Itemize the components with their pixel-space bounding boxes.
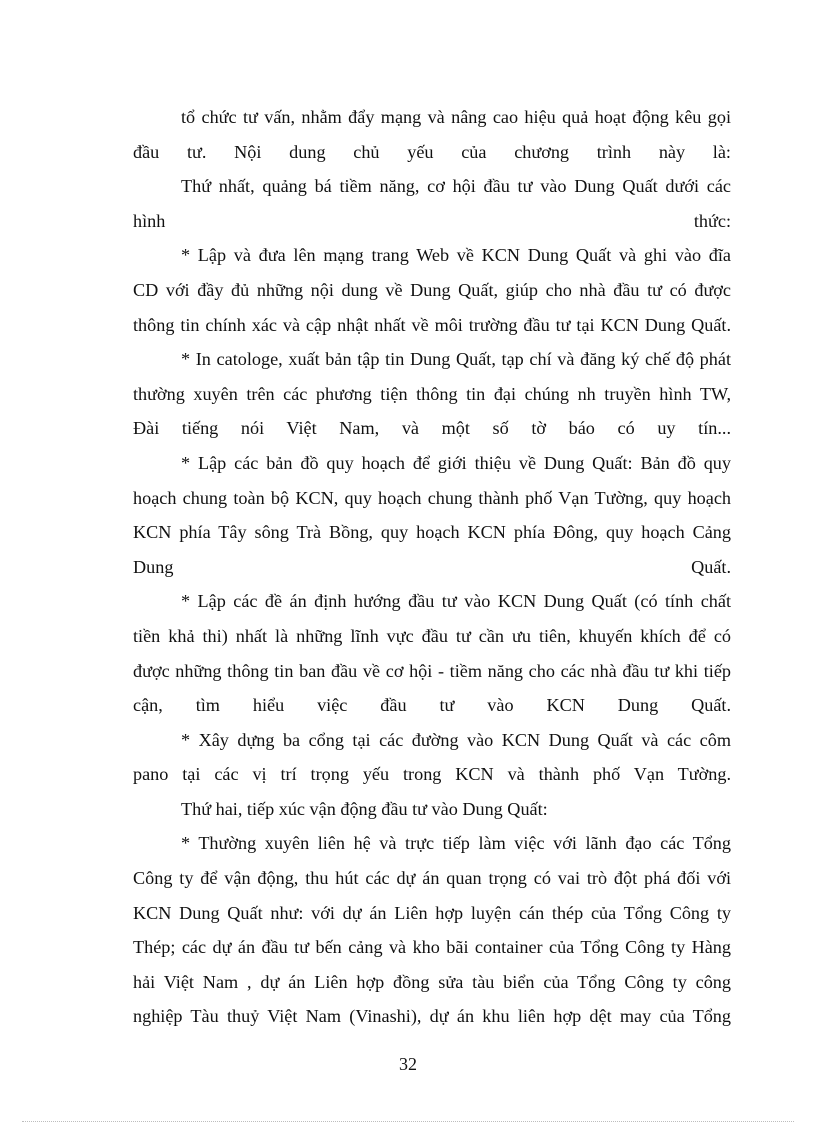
text-line: hình thức: (133, 210, 731, 231)
text-line: thông tin chính xác và cập nhật nhất về môi trường đầu tư tại KCN Dung Quất. (133, 314, 731, 335)
text-line: Thứ nhất, quảng bá tiềm năng, cơ hội đầu tư vào Dung Quất dưới các (181, 176, 731, 197)
text-line: đầu tư. Nội dung chủ yếu của chương trình này là: (133, 141, 731, 162)
page-number: 32 (399, 1054, 417, 1074)
text-line: Dung Quất. (133, 556, 731, 577)
paragraph (133, 446, 731, 584)
paragraph (133, 792, 731, 827)
text-line: * Lập các đề án định hướng đầu tư vào KCN Dung Quất (có tính chất (181, 591, 731, 612)
paragraph (133, 342, 731, 446)
text-line: được những thông tin ban đầu về cơ hội - tiềm năng cho các nhà đầu tư khi tiếp (133, 660, 731, 681)
paragraph (133, 100, 731, 169)
text-line: CD với đầy đủ những nội dung về Dung Quất, giúp cho nhà đầu tư có được (133, 279, 731, 300)
text-line: cận, tìm hiểu việc đầu tư vào KCN Dung Quất. (133, 695, 731, 716)
text-line: * Lập các bản đồ quy hoạch để giới thiệu về Dung Quất: Bản đồ quy (181, 452, 731, 473)
paragraph (133, 238, 731, 342)
text-line: thường xuyên trên các phương tiện thông tin đại chúng nh truyền hình TW, (133, 383, 731, 404)
bottom-divider (22, 1121, 794, 1122)
text-line: tiền khả thi) nhất là những lĩnh vực đầu tư cần ưu tiên, khuyến khích để có (133, 625, 731, 646)
text-line: * In catologe, xuất bản tập tin Dung Quất, tạp chí và đăng ký chế độ phát (181, 349, 731, 370)
body-text (133, 100, 731, 1034)
text-line: Thép; các dự án đầu tư bến cảng và kho bãi container của Tổng Công ty Hàng (133, 937, 731, 958)
paragraph (133, 584, 731, 722)
paragraph (133, 169, 731, 238)
text-line: Đài tiếng nói Việt Nam, và một số tờ báo có uy tín... (133, 418, 731, 439)
text-line: KCN phía Tây sông Trà Bồng, quy hoạch KCN phía Đông, quy hoạch Cảng (133, 522, 731, 543)
text-line: * Xây dựng ba cổng tại các đường vào KCN Dung Quất và các côm (181, 729, 731, 750)
text-line: Thứ hai, tiếp xúc vận động đầu tư vào Dung Quất: (181, 798, 548, 819)
paragraph (133, 723, 731, 792)
text-line: * Lập và đưa lên mạng trang Web về KCN Dung Quất và ghi vào đĩa (181, 245, 731, 266)
text-line: hoạch chung toàn bộ KCN, quy hoạch chung thành phố Vạn Tường, quy hoạch (133, 487, 731, 508)
text-line: hải Việt Nam , dự án Liên hợp đồng sửa tàu biển của Tổng Công ty công (133, 971, 731, 992)
text-line: pano tại các vị trí trọng yếu trong KCN và thành phố Vạn Tường. (133, 764, 731, 785)
paragraph (133, 826, 731, 1034)
text-line: * Thường xuyên liên hệ và trực tiếp làm việc với lãnh đạo các Tổng (181, 833, 731, 854)
text-line: KCN Dung Quất như: với dự án Liên hợp luyện cán thép của Tổng Công ty (133, 902, 731, 923)
text-line: Công ty để vận động, thu hút các dự án quan trọng có vai trò đột phá đối với (133, 868, 731, 889)
text-line: nghiệp Tàu thuỷ Việt Nam (Vinashi), dự án khu liên hợp dệt may của Tổng (133, 1006, 731, 1027)
text-line: tổ chức tư vấn, nhằm đẩy mạng và nâng cao hiệu quả hoạt động kêu gọi (181, 107, 731, 127)
